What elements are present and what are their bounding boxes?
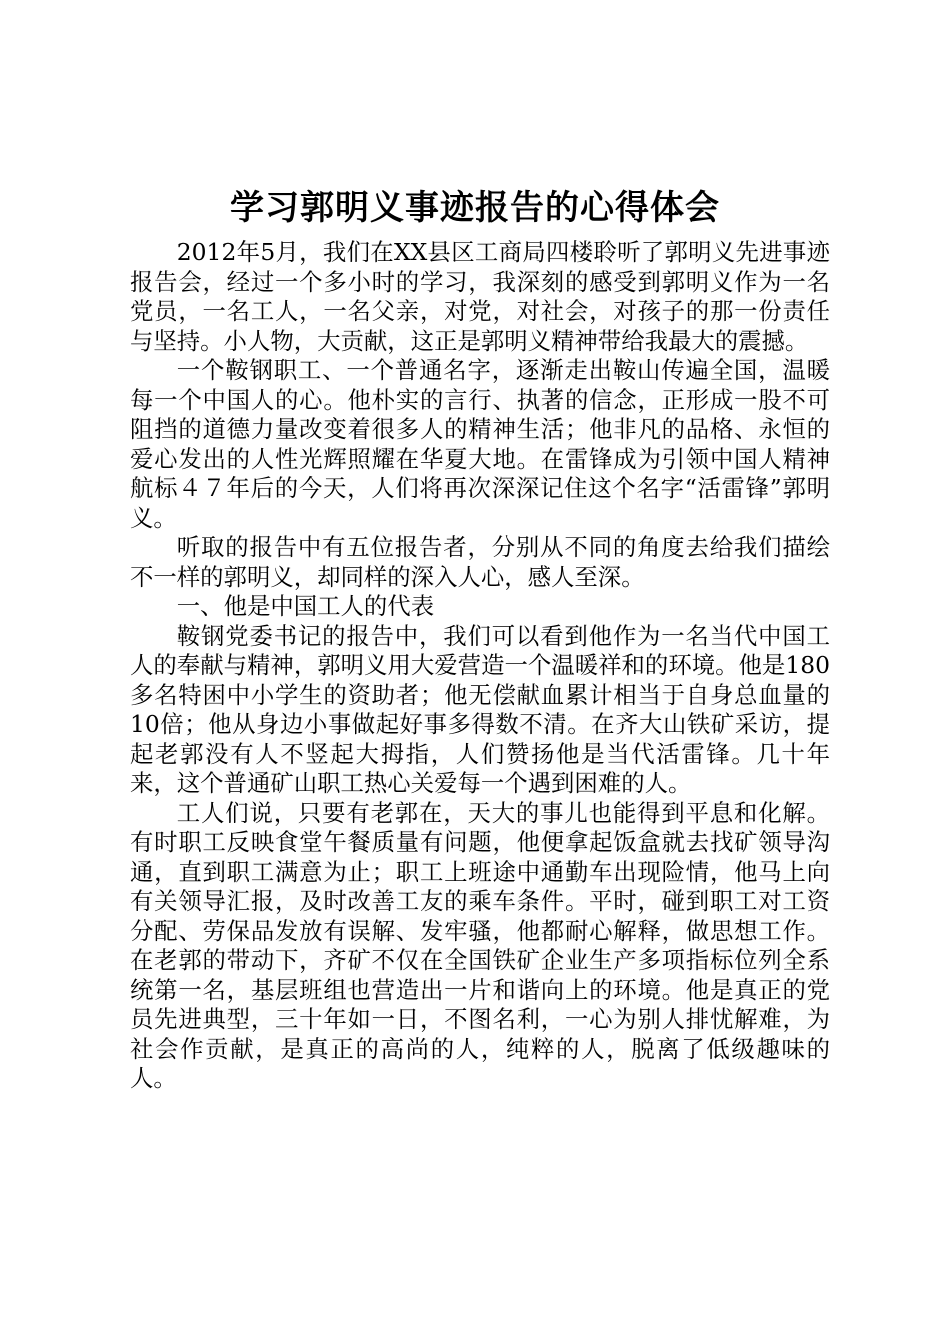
paragraph-workers-say: 工人们说，只要有老郭在，天大的事儿也能得到平息和化解。有时职工反映食堂午餐质量有问题，他便拿起饭盒就去找矿领导沟通，直到职工满意为止；职工上班途中通勤车出现险情，他马上向有关领导汇报，及时改善工友的乘车条件。平时，碰到职工对工资分配、劳保品发放有误解、发牢骚，他都耐心解释，做思想工作。在老郭的带动下，齐矿不仅在全国铁矿企业生产多项指标位列全系统第一名，基层班组也营造出一片和谐向上的环境。他是真正的党员先进典型，三十年如一日，不图名利，一心为别人排忧解难，为社会作贡献，是真正的高尚的人，纯粹的人，脱离了低级趣味的人。 bbox=[130, 798, 830, 1092]
document-title: 学习郭明义事迹报告的心得体会 bbox=[230, 188, 720, 228]
paragraph-five-speakers: 听取的报告中有五位报告者，分别从不同的角度去给我们描绘不一样的郭明义，却同样的深入人心，感人至深。 bbox=[130, 533, 830, 591]
paragraph-anshan-worker: 一个鞍钢职工、一个普通名字，逐渐走出鞍山传遍全国，温暖每一个中国人的心。他朴实的言行、执著的信念，正形成一股不可阻挡的道德力量改变着很多人的精神生活；他非凡的品格、永恒的爱心发出的人性光辉照耀在华夏大地。在雷锋成为引领中国人精神航标４７年后的今天，人们将再次深深记住这个名字“活雷锋”郭明义。 bbox=[130, 356, 830, 532]
section-heading-worker-representative: 一、他是中国工人的代表 bbox=[176, 592, 435, 620]
paragraph-intro: 2012年5月，我们在XX县区工商局四楼聆听了郭明义先进事迹报告会，经过一个多小时的学习，我深刻的感受到郭明义作为一名党员，一名工人，一名父亲，对党，对社会，对孩子的那一份责任与坚持。小人物，大贡献，这正是郭明义精神带给我最大的震撼。 bbox=[130, 238, 830, 355]
document-body bbox=[130, 238, 830, 1094]
paragraph-party-secretary-report: 鞍钢党委书记的报告中，我们可以看到他作为一名当代中国工人的奉献与精神，郭明义用大爱营造一个温暖祥和的环境。他是180多名特困中小学生的资助者；他无偿献血累计相当于自身总血量的10倍；他从身边小事做起好事多得数不清。在齐大山铁矿采访，提起老郭没有人不竖起大拇指，人们赞扬他是当代活雷锋。几十年来，这个普通矿山职工热心关爱每一个遇到困难的人。 bbox=[130, 621, 830, 797]
